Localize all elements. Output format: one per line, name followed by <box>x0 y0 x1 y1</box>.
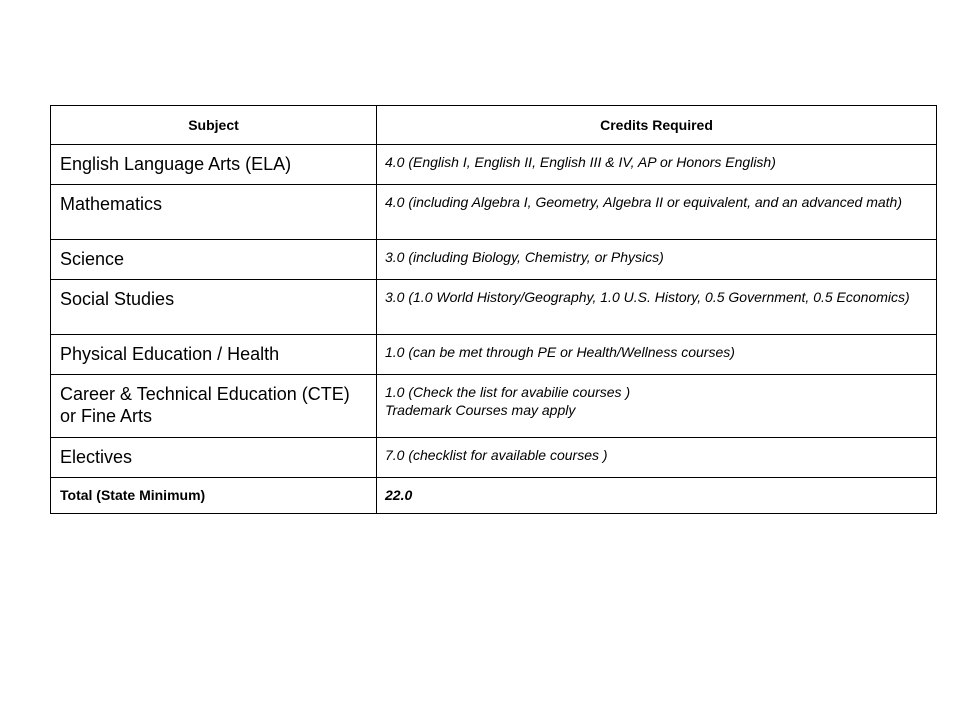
subject-cell-cte-fine-arts: Career & Technical Education (CTE) or Fine Arts <box>51 375 377 438</box>
subject-cell-electives: Electives <box>51 438 377 478</box>
table-row <box>51 145 937 185</box>
table-row <box>51 240 937 280</box>
table-row <box>51 280 937 335</box>
total-label: Total (State Minimum) <box>51 478 377 514</box>
subject-cell-social-studies: Social Studies <box>51 280 377 335</box>
credits-cte-line-2: Trademark Courses may apply <box>385 402 576 418</box>
subject-cell-science: Science <box>51 240 377 280</box>
credits-cell-electives: 7.0 (checklist for available courses ) <box>377 438 937 478</box>
credits-cell-cte-fine-arts <box>377 375 937 438</box>
table-row <box>51 375 937 438</box>
subject-cell-physical-education: Physical Education / Health <box>51 335 377 375</box>
subject-column-header: Subject <box>51 106 377 145</box>
table-header-row <box>51 106 937 145</box>
total-credits: 22.0 <box>377 478 937 514</box>
credits-cell-science: 3.0 (including Biology, Chemistry, or Physics) <box>377 240 937 280</box>
credits-cell-mathematics: 4.0 (including Algebra I, Geometry, Algebra II or equivalent, and an advanced math) <box>377 185 937 240</box>
credits-cell-physical-education: 1.0 (can be met through PE or Health/Wellness courses) <box>377 335 937 375</box>
graduation-credits-table <box>50 105 937 514</box>
credits-cte-line-1: 1.0 (Check the list for avabilie courses ) <box>385 384 631 400</box>
credits-cell-ela: 4.0 (English I, English II, English III & IV, AP or Honors English) <box>377 145 937 185</box>
table-row <box>51 438 937 478</box>
subject-cell-ela: English Language Arts (ELA) <box>51 145 377 185</box>
credits-cell-social-studies: 3.0 (1.0 World History/Geography, 1.0 U.S. History, 0.5 Government, 0.5 Economics) <box>377 280 937 335</box>
total-row <box>51 478 937 514</box>
table-row <box>51 185 937 240</box>
subject-cell-mathematics: Mathematics <box>51 185 377 240</box>
credits-column-header: Credits Required <box>377 106 937 145</box>
table-row <box>51 335 937 375</box>
